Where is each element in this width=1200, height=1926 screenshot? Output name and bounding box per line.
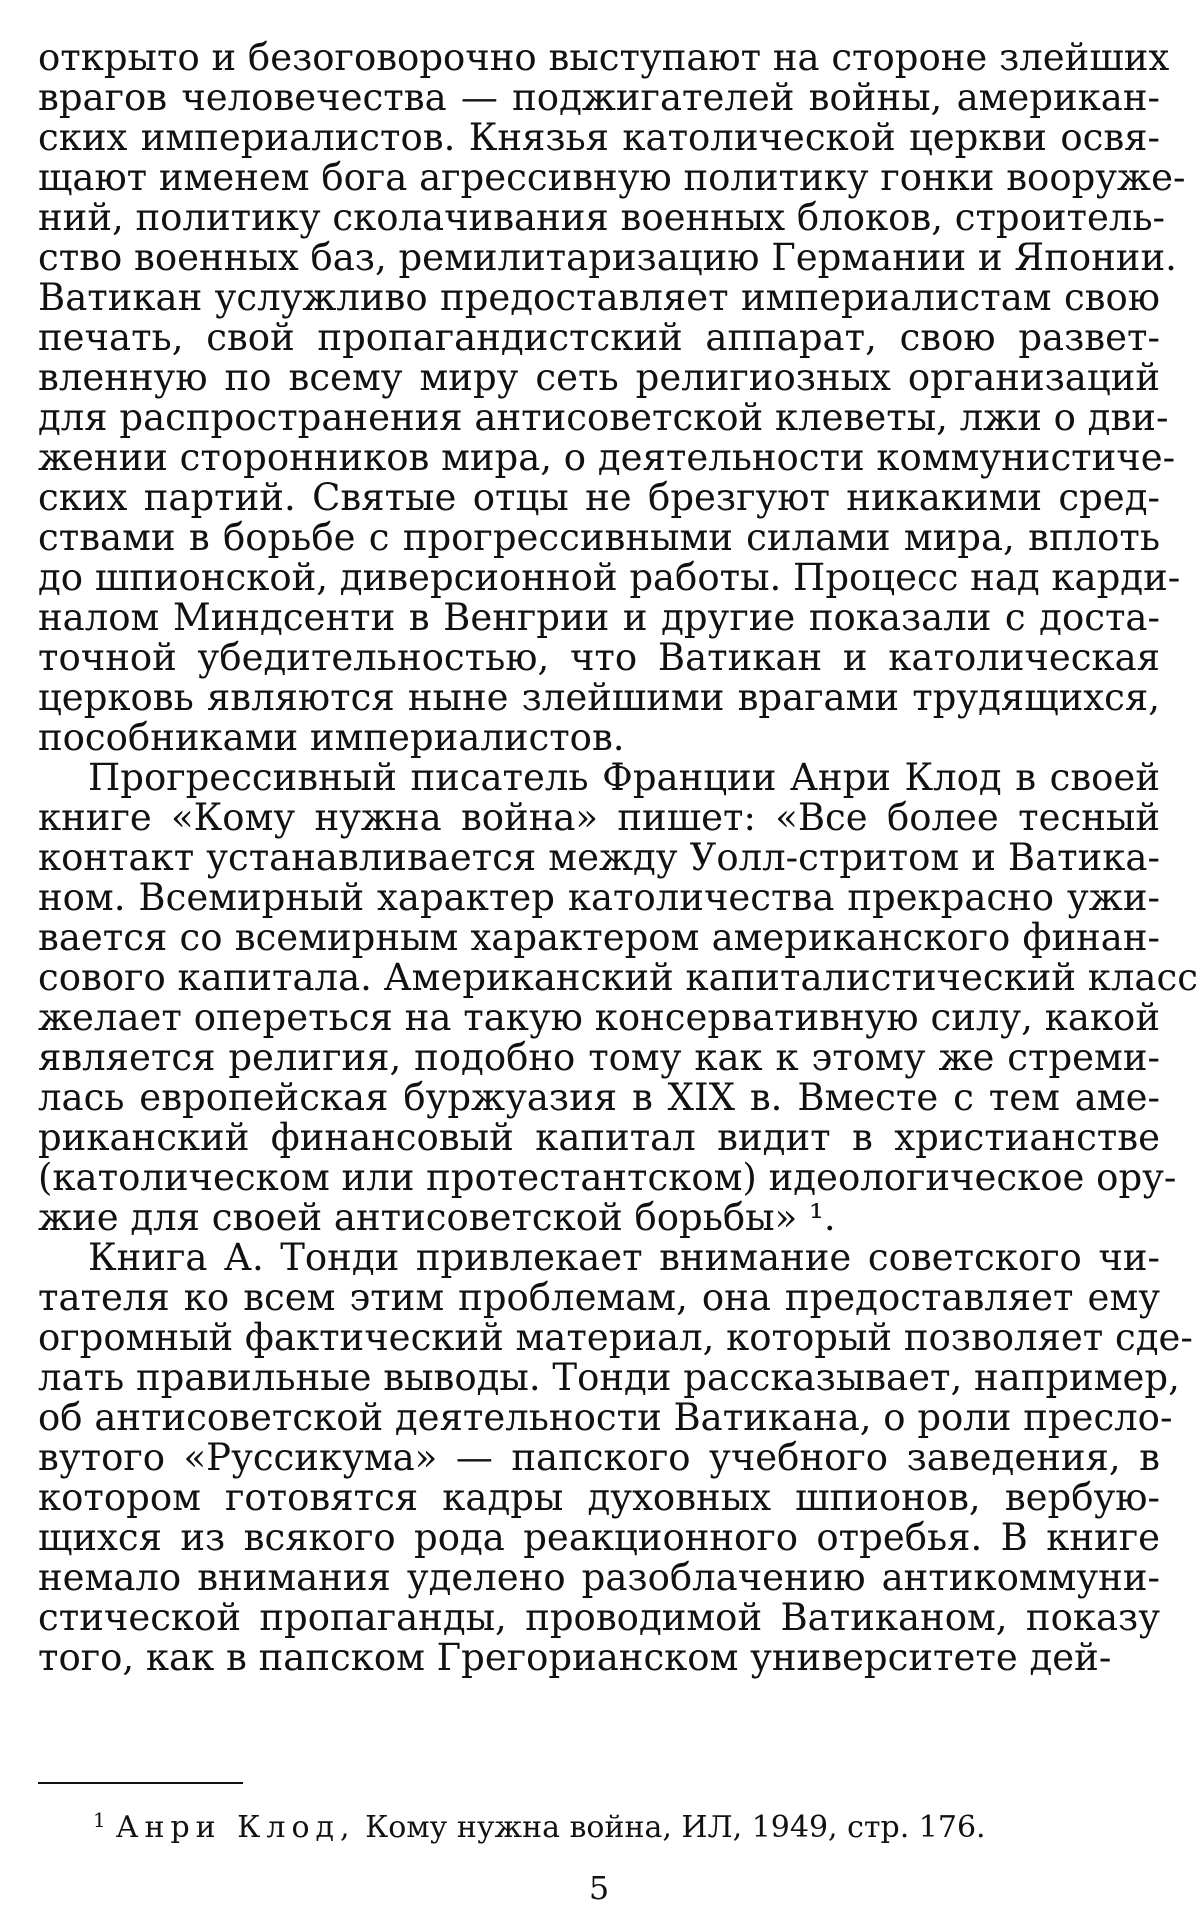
text-line: лась европейская буржуазия в XIX в. Вместе с тем аме- [38,1076,1160,1119]
text-line: котором готовятся кадры духовных шпионов, вербую- [38,1476,1160,1519]
footnote [93,1802,986,1846]
text-line: того, как в папском Грегорианском университете дей- [38,1636,1112,1679]
paragraphs-container [38,36,1198,1679]
text-line: пособниками империалистов. [38,716,625,759]
text-line: желает опереться на такую консервативную силу, какой [38,996,1160,1039]
text-line: жении сторонников мира, о деятельности коммунистиче- [38,436,1176,479]
text-line: ствами в борьбе с прогрессивными силами мира, вплоть [38,516,1160,559]
text-line: немало внимания уделено разоблачению антикоммуни- [38,1556,1160,1599]
text-line: налом Миндсенти в Венгрии и другие показали с доста- [38,596,1160,639]
text-line: риканский финансовый капитал видит в христианстве [38,1116,1160,1159]
text-line: вается со всемирным характером американского финан- [38,916,1160,959]
text-line: для распространения антисоветской клеветы, лжи о дви- [38,396,1169,439]
page-number: 5 [588,1869,610,1907]
footnote-text: Кому нужна война, ИЛ, 1949, стр. 176. [355,1810,986,1845]
text-line: щихся из всякого рода реакционного отребья. В книге [38,1516,1160,1559]
text-line: ских империалистов. Князья католической церкви освя- [38,116,1160,159]
text-line: врагов человечества — поджигателей войны, американ- [38,76,1160,119]
footnote-author: Анри Клод, [115,1810,356,1845]
paragraph [38,756,1198,1239]
footnote-divider [38,1782,243,1784]
text-line: ских партий. Святые отцы не брезгуют никакими сред- [38,476,1160,519]
text-line: ство военных баз, ремилитаризацию Германии и Японии. [38,236,1177,279]
text-line: (католическом или протестантском) идеологическое ору- [38,1156,1177,1199]
text-line: ний, политику сколачивания военных блоков, строитель- [38,196,1166,239]
text-line: стической пропаганды, проводимой Ватиканом, показу [38,1596,1160,1639]
text-line: точной убедительностью, что Ватикан и католическая [38,636,1160,679]
text-line: до шпионской, диверсионной работы. Процесс над карди- [38,556,1181,599]
main-text [38,36,1198,1679]
text-line: огромный фактический материал, который позволяет сде- [38,1316,1193,1359]
text-line: об антисоветской деятельности Ватикана, о роли пресло- [38,1396,1173,1439]
text-line: сового капитала. Американский капиталистический класс [38,956,1198,999]
text-line: вленную по всему миру сеть религиозных организаций [38,356,1160,399]
paragraph [38,36,1186,759]
text-line: открыто и безоговорочно выступают на стороне злейших [38,36,1170,79]
text-line: ном. Всемирный характер католичества прекрасно ужи- [38,876,1160,919]
text-line: печать, свой пропагандистский аппарат, свою развет- [38,316,1160,359]
text-line: церковь являются ныне злейшими врагами трудящихся, [38,676,1160,719]
paragraph [38,1236,1193,1679]
text-line: тателя ко всем этим проблемам, она предоставляет ему [38,1276,1160,1319]
text-line: книге «Кому нужна война» пишет: «Все более тесный [38,796,1160,839]
text-line: Ватикан услужливо предоставляет империалистам свою [38,276,1160,319]
text-line: лать правильные выводы. Тонди рассказывает, например, [38,1356,1180,1399]
text-line: Прогрессивный писатель Франции Анри Клод в своей [88,756,1160,799]
book-page [38,36,1198,1918]
text-line: щают именем бога агрессивную политику гонки вооруже- [38,156,1186,199]
text-line: Книга А. Тонди привлекает внимание советского чи- [88,1236,1160,1279]
text-line: контакт устанавливается между Уолл-стритом и Ватика- [38,836,1160,879]
text-line: жие для своей антисоветской борьбы» ¹. [38,1196,836,1239]
text-line: является религия, подобно тому как к этому же стреми- [38,1036,1160,1079]
text-line: вутого «Руссикума» — папского учебного заведения, в [38,1436,1160,1479]
footnote-marker: 1 [93,1808,106,1832]
